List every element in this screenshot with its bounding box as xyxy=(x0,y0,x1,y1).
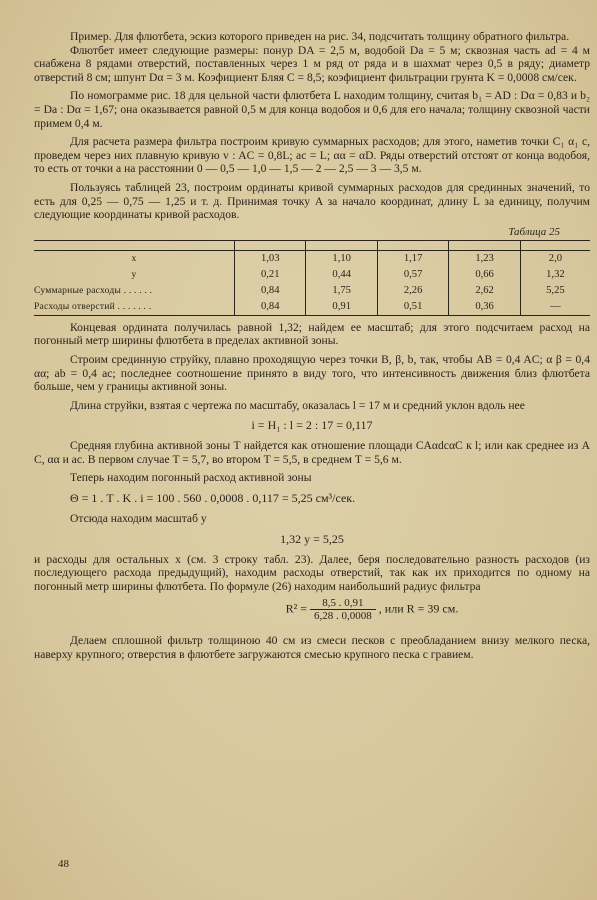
paragraph-end-ordinate: Концевая ордината получилась равной 1,32; найдем ее масштаб; для этого подсчитаем расход на погонный метр ширины флютбета в пределах активной зоны. xyxy=(34,320,590,348)
table-header-row xyxy=(34,240,590,250)
table-cell: 1,32 xyxy=(520,267,590,283)
table-cell: 1,17 xyxy=(377,250,448,267)
table-cell: 1,03 xyxy=(235,250,306,267)
table-cell: 0,84 xyxy=(235,283,306,299)
table-cell: 0,36 xyxy=(449,299,520,316)
radius-numerator: 8,5 . 0,91 xyxy=(310,597,376,610)
radius-fraction xyxy=(310,597,376,622)
formula-radius xyxy=(154,597,590,622)
page-number: 48 xyxy=(58,858,69,870)
table-cell: 0,66 xyxy=(449,267,520,283)
paragraph-streamline: Строим срединную струйку, плавно проходящую через точки B, β, b, так, чтобы AB = 0,4 AC; α β = 0,4 αα; ab = 0,4 ac; последнее соотношение принято в виду того, что интенсивность движения близ флютбета больше, чем у границы активной зоны. xyxy=(34,352,590,394)
formula-scale: 1,32 y = 5,25 xyxy=(280,531,344,546)
table-row xyxy=(34,250,590,267)
row-label: x xyxy=(131,253,137,265)
table-cell: 2,0 xyxy=(520,250,590,267)
table-cell: 5,25 xyxy=(520,283,590,299)
row-label: Расходы отверстий . . . . . . . xyxy=(34,299,235,316)
paragraph-example: Пример. Для флютбета, эскиз которого приведен на рис. 34, подсчитать толщину обратного фильтра. xyxy=(70,30,570,43)
table-caption: Таблица 25 xyxy=(508,225,560,238)
coordinates-table xyxy=(34,240,590,316)
paragraph-conclusion: Делаем сплошной фильтр толщиною 40 см из смеси песков с преобладанием внизу мелкого песка, наверху крупного; отверстия в флютбете загружаются смесью крупного песка с гравием. xyxy=(34,634,590,662)
paragraph-nomogram: По номограмме рис. 18 для цельной части флютбета L находим толщину, считая b₁ = AD : Dα = 0,83 и b₂ = Da : Dα = 1,67; она оказывается равной 0,5 м для конца водобоя и 0,6 для его начала; толщину сквозной части примем 0,4 м. xyxy=(34,89,590,130)
table-cell: 1,23 xyxy=(449,250,520,267)
formula-flow: Θ = 1 . T . K . i = 100 . 560 . 0,0008 . 0,117 = 5,25 см³/сек. xyxy=(70,491,356,506)
table-cell: — xyxy=(520,299,590,316)
paragraph-flow-intro: Теперь находим погонный расход активной зоны xyxy=(70,471,312,485)
page-content xyxy=(34,30,590,662)
radius-lhs: R² = xyxy=(285,601,308,616)
table-cell: 2,62 xyxy=(449,283,520,299)
table-row xyxy=(34,283,590,299)
radius-denominator: 6,28 . 0,0008 xyxy=(314,610,372,623)
table-cell: 0,21 xyxy=(235,267,306,283)
paragraph-curve: Для расчета размера фильтра построим кривую суммарных расходов; для этого, наметив точки C₁ α₁ c, проведем через них плавную кривую v : AC = 0,8L; ac = L; αα = αD. Ряды отверстий отстоят от конца водобоя, то есть от точки a на расстоянии 0 — 0,5 — 1,0 — 1,5 — 2 — 2,5 — 3 — 3,5 м. xyxy=(34,135,590,176)
table-row xyxy=(34,299,590,316)
paragraph-depth: Средняя глубина активной зоны T найдется как отношение площади CAαdcαC к l; или как среднее из A C, αα и ac. В первом случае T = 5,7, во втором T = 5,5, в среднем T = 5,6 м. xyxy=(34,439,590,466)
paragraph-hole-flows: и расходы для остальных x (см. 3 строку табл. 23). Далее, беря последовательно разность расходов (из последующего расхода предыдущий), находим расходы отверстий, так как их приходится по одному на погонный метр ширины флютбета. По формуле (26) находим наибольший радиус фильтра xyxy=(34,552,590,593)
paragraph-dimensions: Флютбет имеет следующие размеры: понур DA = 2,5 м, водобой Da = 5 м; сквозная часть ad = 4 м снабжена 8 рядами отверстий, поставленных через 1 м ряд от ряда и в шахмат через 0,5 в ряду; диаметр отверстий 8 см; шпунт Dα = 3 м. Коэфициент Бляя C = 8,5; коэфициент фильтрации грунта K = 0,0008 см/сек. xyxy=(34,43,590,84)
row-label: Суммарные расходы . . . . . . xyxy=(34,285,153,297)
table-cell: 0,57 xyxy=(377,267,448,283)
paragraph-scale-intro: Отсюда находим масштаб у xyxy=(70,512,207,526)
paragraph-table-intro: Пользуясь таблицей 23, построим ординаты кривой суммарных расходов для срединных значений, то есть для 0,25 — 0,75 — 1,25 и т. д. Принимая точку A за начало координат, длину L за единицу, получим следующие координаты кривой расходов. xyxy=(34,180,590,222)
table-cell: 2,26 xyxy=(377,283,448,299)
table-cell: 0,51 xyxy=(377,299,448,316)
radius-rhs: , или R = 39 см. xyxy=(378,601,459,616)
formula-slope: i = H₁ : l = 2 : 17 = 0,117 xyxy=(251,418,373,433)
paragraph-streamline-length: Длина струйки, взятая с чертежа по масштабу, оказалась l = 17 м и средний уклон вдоль нее xyxy=(70,398,525,412)
table-cell: 1,10 xyxy=(306,250,377,267)
row-label: y xyxy=(131,269,137,281)
table-cell: 0,84 xyxy=(235,299,306,316)
table-cell: 0,44 xyxy=(306,267,377,283)
table-row xyxy=(34,267,590,283)
table-cell: 1,75 xyxy=(306,283,377,299)
table-cell: 0,91 xyxy=(306,299,377,316)
